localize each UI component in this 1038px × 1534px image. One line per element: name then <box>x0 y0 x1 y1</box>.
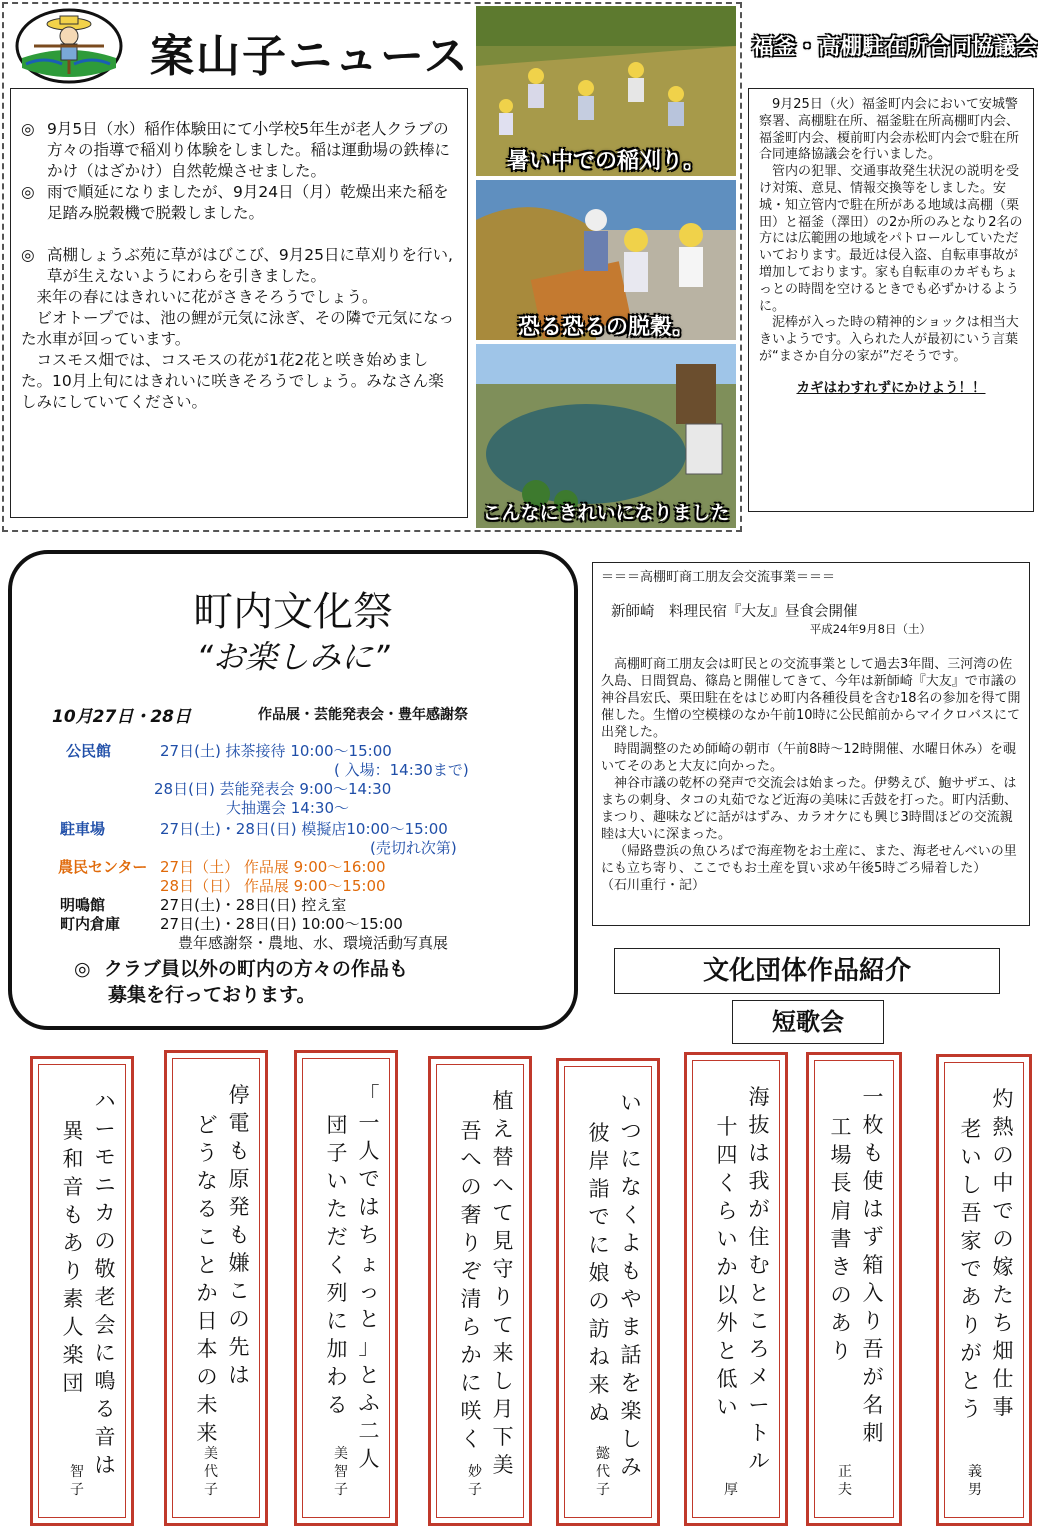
tanka-card <box>30 1056 134 1526</box>
schedule-line: 大抽選会 14:30〜 <box>226 799 349 817</box>
merchant-date: 平成24年9月8日（土） <box>809 622 931 636</box>
tanka-card <box>164 1050 268 1526</box>
tanka-author: 妙 子 <box>468 1464 482 1498</box>
schedule-line: 豊年感謝祭・農地、水、環境活動写真展 <box>178 934 449 952</box>
tanka-author: 正 夫 <box>838 1464 852 1498</box>
news-item <box>21 182 457 224</box>
venue-label: 明鳴館 <box>60 896 106 914</box>
tanka-row <box>0 1050 1038 1530</box>
merchant-paragraph: 高棚町商工朋友会は町民との交流事業として過去3年間、三河湾の佐久島、日間賀島、篠島と開催してきて、今年は新師崎『大友』で市議の神谷昌宏氏、栗田駐在をはじめ町内各種役員を含む18名の参加を得て開催した。生憎の空模様のなか午前10時に公民館前からマイクロバスにて出発した。 <box>601 657 1021 740</box>
bullet-mark: ◎ <box>21 183 35 201</box>
tanka-author: 懿 代 子 <box>596 1446 610 1498</box>
schedule-line: 28日（日） 作品展 9:00〜15:00 <box>160 877 386 895</box>
tanka-line: ど う な る こ と か 日 本 の 未 来 <box>196 1113 218 1445</box>
news-title: 案山子ニュース <box>150 31 470 82</box>
schedule-line: 28日(日) 芸能発表会 9:00〜14:30 <box>154 780 392 798</box>
council-title: 福釜・高棚駐在所合同協議会 <box>752 35 1038 60</box>
tanka-line: 「 一 人 で は ち ょ っ と 」 と ふ 二 人 <box>358 1083 380 1471</box>
note-line: 募集を行っております。 <box>108 984 316 1006</box>
tanka-line: 一 枚 も 使 は ず 箱 入 り 吾 が 名 刺 <box>862 1085 884 1445</box>
council-slogan: カギはわすれずにかけよう！！ <box>796 379 986 396</box>
news-paragraph: コスモス畑では、コスモスの花が1花2花と咲き始めました。10月上旬にはきれいに咲きそろうでしょう。みなさん楽しみにしていてください。 <box>21 351 444 411</box>
venue-label: 公民館 <box>66 742 112 760</box>
tanka-card <box>806 1052 902 1526</box>
tanka-card <box>294 1050 398 1526</box>
note-line: クラブ員以外の町内の方々の作品も <box>103 958 408 980</box>
tanka-line: 植 え 替 へ て 見 守 り て 来 し 月 下 美 <box>492 1089 514 1477</box>
tanka-card <box>428 1056 532 1526</box>
news-item <box>21 119 457 182</box>
festival-title: 町内文化祭 <box>193 589 393 635</box>
venue-label: 駐車場 <box>60 820 106 838</box>
news-article <box>10 88 468 518</box>
festival-events: 作品展・芸能発表会・豊年感謝祭 <box>258 707 468 723</box>
tanka-author: 智 子 <box>70 1464 84 1498</box>
bullet-mark: ◎ <box>74 958 91 980</box>
tanka-line: 灼 熱 の 中 で の 嫁 た ち 畑 仕 事 <box>992 1087 1014 1419</box>
council-paragraph: 泥棒が入った時の精神的ショックは相当大きいようです。入られた人が最初にいう言葉が“まさか自分の家が”だそうです。 <box>759 315 1019 364</box>
tanka-card <box>684 1052 788 1526</box>
news-item-text: 雨で順延になりましたが、9月24日（月）乾燥出来た稲を足踏み脱穀機で脱穀しました。 <box>47 183 449 222</box>
schedule-line: 27日（土） 作品展 9:00〜16:00 <box>160 858 386 876</box>
tanka-line: い つ に な く よ も や ま 話 を 楽 し み <box>620 1091 642 1479</box>
bullet-mark: ◎ <box>21 246 35 264</box>
tanka-line: 老 い し 吾 家 で あ り が と う <box>960 1117 982 1421</box>
news-item-text: 高棚しょうぶ苑に草がはびこび、9月25日に草刈りを行い,草が生えないようにわらを引きました。 <box>47 246 453 285</box>
tanka-line: 彼 岸 詣 で に 娘 の 訪 ね 来 ぬ <box>588 1121 610 1425</box>
schedule-line: 27日(土) 抹茶接待 10:00〜15:00 <box>160 742 392 760</box>
schedule-line: 27日(土)・28日(日) 模擬店10:00〜15:00 <box>160 820 448 838</box>
merchant-title: 新師崎 料理民宿『大友』昼食会開催 <box>611 604 858 620</box>
merchant-header: ＝＝＝高棚町商工朋友会交流事業＝＝＝ <box>601 570 836 585</box>
tanka-line: 異 和 音 も あ り 素 人 楽 団 <box>62 1119 84 1395</box>
festival-note <box>74 956 408 1008</box>
tanka-author: 美 智 子 <box>334 1446 348 1498</box>
schedule-line: ( 入場：14:30まで) <box>334 761 469 779</box>
tanka-author: 美 代 子 <box>204 1446 218 1498</box>
culture-title: 文化団体作品紹介 <box>614 948 1000 994</box>
schedule-line: 27日(土)・28日(日) 控え室 <box>160 896 347 914</box>
scarecrow-logo <box>14 6 124 86</box>
photo-threshing <box>476 180 736 340</box>
news-item <box>21 245 457 287</box>
photo-caption: 恐る恐るの脱穀。 <box>517 315 694 340</box>
merchant-paragraph: 時間調整のため師崎の朝市（午前8時〜12時開催、水曜日休み）を覗いてそのあと大友に向かった。 <box>601 742 1016 774</box>
council-paragraph: 9月25日（火）福釜町内会において安城警察署、高棚駐在所、福釜駐在所高棚町内会、福釜町内会、榎前町内会赤松町内会で駐在所合同連絡協議会を行いました。 <box>759 97 1020 163</box>
merchant-paragraph: 神谷市議の乾杯の発声で交流会は始まった。伊勢えび、鮑サザエ、はまちの刺身、タコの丸茹でなど近海の美味に舌鼓を打った。町内活動、まつり、趣味などに話がはずみ、カラオケにも興じ3時間ほどの交流親睦は大いに深まった。 <box>601 776 1018 842</box>
tanka-line: 停 電 も 原 発 も 嫌 こ の 先 は <box>228 1083 250 1387</box>
schedule-line: (売切れ次第) <box>370 839 457 857</box>
tanka-author: 義 男 <box>968 1464 982 1498</box>
news-item-text: 9月5日（水）稲作体験田にて小学校5年生が老人クラブの方々の指導で稲刈り体験をしました。稲は運動場の鉄棒にかけ（はざかけ）自然乾燥させました。 <box>47 120 451 180</box>
tanka-card <box>556 1058 660 1526</box>
tanka-line: 工 場 長 肩 書 き の あ り <box>830 1115 852 1363</box>
photo-caption: こんなにきれいになりました <box>482 502 730 524</box>
council-article <box>748 88 1034 512</box>
venue-label: 町内倉庫 <box>60 915 121 933</box>
tanka-line: 吾 へ の 奢 り ぞ 清 ら か に 咲 く <box>460 1119 482 1451</box>
tanka-line: 十 四 く ら い か 以 外 と 低 い <box>716 1115 738 1419</box>
news-paragraph: 来年の春にはきれいに花がさきそろうでしょう。 <box>36 288 378 306</box>
merchant-paragraph: （帰路豊浜の魚ひろばで海産物をお土産に、また、海老せんべいの里にも立ち寄り、ここでもお土産を買い求め午後5時ごろ帰着した） （石川重行・記） <box>601 844 1032 893</box>
festival-box <box>8 550 578 1030</box>
tanka-club-title: 短歌会 <box>732 1000 884 1044</box>
tanka-author: 厚 <box>724 1482 738 1498</box>
merchant-article <box>592 562 1030 926</box>
schedule-line: 27日(土)・28日(日) 10:00〜15:00 <box>160 915 403 933</box>
festival-dates: 10月27日・28日 <box>52 707 191 727</box>
festival-subtitle: “お楽しみに” <box>196 638 390 676</box>
bullet-mark: ◎ <box>21 120 35 138</box>
photo-caption: 暑い中での稲刈り。 <box>506 149 705 174</box>
council-paragraph: 管内の犯罪、交通事故発生状況の説明を受け対策、意見、情報交換等をしました。安城・知立管内で駐在所がある地域は高棚（栗田）と福釜（澤田）の2か所のみとなり2名の方には広範囲の地域をパトロールしていただいております。最近は侵入盗、自転車事故が増加しております。家も自転車のカギもちょっとの時間を空けるときでも必ずかけるように。 <box>759 164 1023 314</box>
news-paragraph: ビオトープでは、池の鯉が元気に泳ぎ、その隣で元気になった水車が回っています。 <box>21 309 455 348</box>
tanka-line: 団 子 い た だ く 列 に 加 わ る <box>326 1113 348 1417</box>
tanka-line: 海 抜 は 我 が 住 む と こ ろ メ ー ト ル <box>748 1085 770 1473</box>
tanka-card <box>936 1054 1032 1526</box>
photo-biotope <box>476 344 736 528</box>
tanka-line: ハ ー モ ニ カ の 敬 老 会 に 鳴 る 音 は <box>94 1089 116 1477</box>
photo-rice-harvest <box>476 6 736 176</box>
venue-label: 農民センター <box>58 858 148 876</box>
